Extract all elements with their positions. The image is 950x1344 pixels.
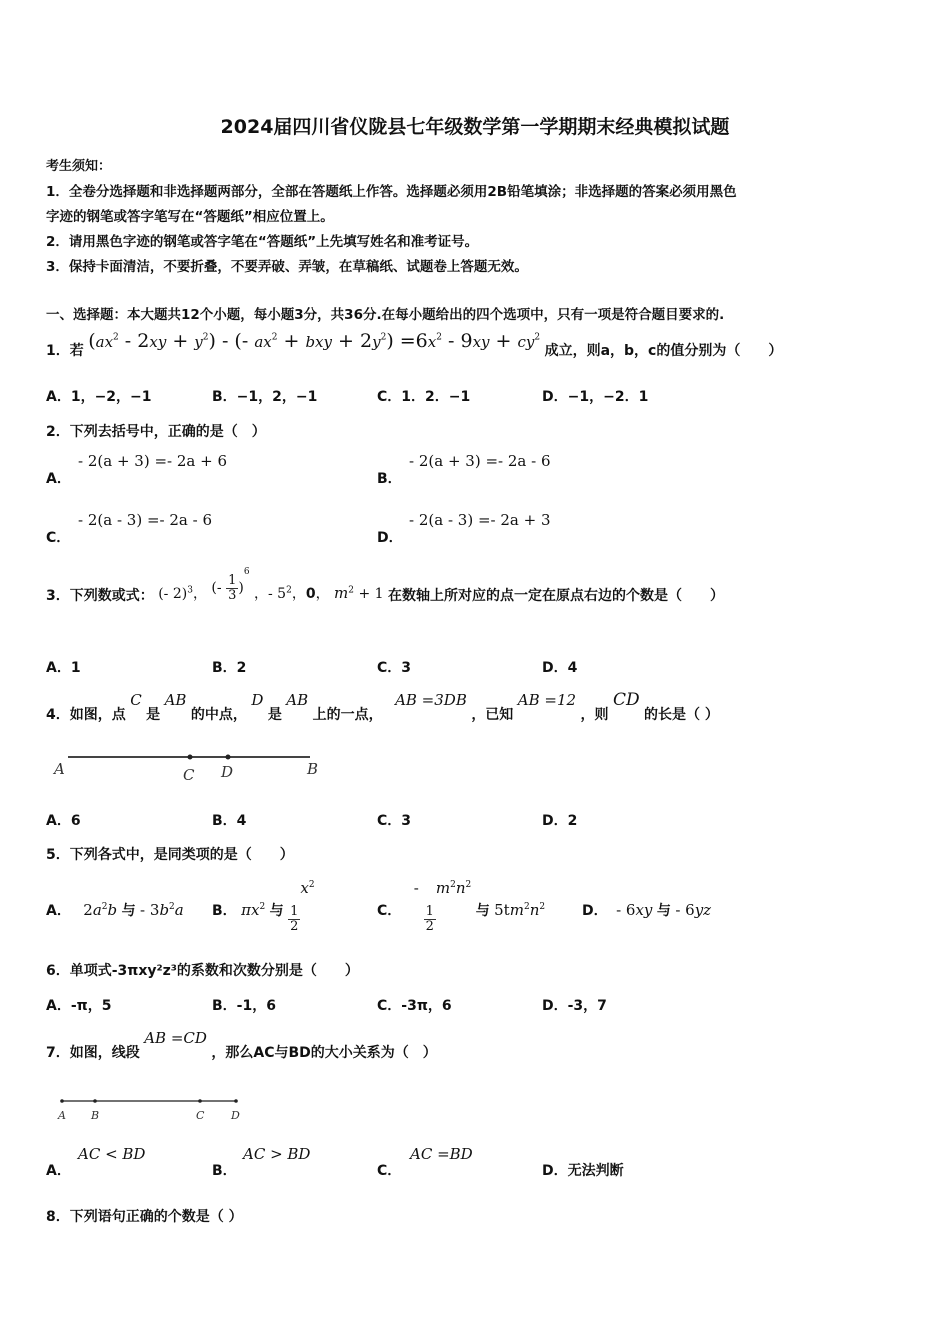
q2-option-a-label[interactable]: A． — [46, 471, 71, 487]
q8-stem: 8．下列语句正确的个数是（ ） — [46, 1209, 243, 1225]
q5-option-c[interactable] — [377, 878, 545, 934]
q7-option-a-label[interactable]: A． — [46, 1163, 71, 1179]
q4-label-b: B — [307, 760, 319, 778]
question-7 — [46, 1028, 437, 1061]
q4-option-d[interactable]: D．2 — [542, 813, 578, 829]
q5-option-a-yu: 与 — [121, 903, 136, 919]
q4-text-5: 上的一点， — [312, 707, 383, 723]
question-4 — [46, 690, 719, 723]
q5-option-d[interactable] — [582, 900, 711, 920]
q7-option-b-label[interactable]: B． — [212, 1163, 237, 1179]
q4-label-a: A — [54, 760, 65, 778]
q4-text-3: 的中点， — [190, 707, 247, 723]
q5-option-b-expr-1: $\pi x^2$ — [241, 901, 266, 919]
q7-text-1: 7．如图，线段 — [46, 1045, 140, 1061]
q7-point-a — [60, 1099, 64, 1103]
q5-option-a-expr-1: $2a^2b$ — [83, 901, 118, 919]
q4-option-c[interactable]: C．3 — [377, 813, 412, 829]
q7-label-b: B — [91, 1109, 100, 1122]
q5-option-a[interactable] — [46, 900, 184, 920]
q5-option-a-label: A． — [46, 903, 71, 919]
q5-option-b-label: B． — [212, 903, 237, 919]
q2-option-a-expr[interactable]: - 2(a + 3) =- 2a + 6 — [78, 452, 227, 470]
q7-option-c-label[interactable]: C． — [377, 1163, 402, 1179]
notice-item-1: 1．全卷分选择题和非选择题两部分，全部在答题纸上作答。选择题必须用2B铅笔填涂；非选择题的答案必须用黑色 — [46, 184, 737, 200]
q2-option-d-label[interactable]: D． — [377, 530, 403, 546]
q7-figure — [50, 1092, 250, 1126]
q4-math-cd: CD — [612, 690, 640, 710]
q3-expr-4: $m^2 + 1$ — [334, 584, 384, 602]
notice-item-1-cont: 字迹的钢笔或答字笔写在“答题纸”相应位置上。 — [46, 209, 334, 225]
q4-text-4: 是 — [267, 707, 282, 723]
q3-expr-3: ，- $5^2$，0， — [254, 585, 330, 602]
q4-point-d — [226, 755, 231, 760]
q1-prefix: 1．若 — [46, 343, 84, 359]
q6-option-d[interactable]: D．-3，7 — [542, 998, 607, 1014]
q5-option-d-label: D． — [582, 903, 608, 919]
notice-item-2: 2．请用黑色字迹的钢笔或答字笔在“答题纸”上先填写姓名和准考证号。 — [46, 234, 479, 250]
q4-math-eq-1: AB =3DB — [395, 691, 467, 709]
q4-figure — [50, 748, 340, 788]
q2-option-b-expr[interactable]: - 2(a + 3) =- 2a - 6 — [409, 452, 551, 470]
q5-stem: 5．下列各式中，是同类项的是（ ） — [46, 847, 294, 863]
q7-label-a: A — [58, 1109, 66, 1122]
q2-option-d-expr[interactable]: - 2(a - 3) =- 2a + 3 — [409, 511, 551, 529]
q2-option-b-label[interactable]: B． — [377, 471, 402, 487]
q7-option-c-expr[interactable]: AC =BD — [410, 1145, 473, 1163]
q3-option-d[interactable]: D．4 — [542, 660, 578, 676]
q4-text-7: ，则 — [580, 707, 609, 723]
q5-option-c-label: C． — [377, 903, 402, 919]
q3-expr-1: (- 2)$^3$， — [158, 585, 207, 602]
q3-suffix: 在数轴上所对应的点一定在原点右边的个数是（ ） — [388, 588, 724, 604]
section-heading: 一、选择题：本大题共12个小题，每小题3分，共36分.在每小题给出的四个选项中，只有一项是符合题目要求的. — [46, 307, 725, 323]
page-title: 2024届四川省仪陇县七年级数学第一学期期末经典模拟试题 — [220, 116, 730, 138]
q1-option-a[interactable]: A．1，−2，−1 — [46, 389, 152, 405]
q6-option-b[interactable]: B．-1，6 — [212, 998, 276, 1014]
q3-option-a[interactable]: A．1 — [46, 660, 81, 676]
q4-math-ab-2: AB — [286, 691, 309, 709]
q5-option-a-expr-2: - $3b^2a$ — [140, 901, 184, 919]
q4-point-c — [188, 755, 193, 760]
q1-option-c[interactable]: C．1．2．−1 — [377, 389, 471, 405]
q5-option-c-expr-2: $5tm^2n^2$ — [494, 901, 546, 919]
q7-point-c — [198, 1099, 202, 1103]
q4-label-c: C — [183, 766, 195, 784]
notice-heading: 考生须知： — [46, 159, 112, 174]
q3-option-c[interactable]: C．3 — [377, 660, 412, 676]
q1-equation: $(ax^2 - 2xy + y^2)$ - (- $ax^2$ + bxy + $2y^2) =6x^2 - 9xy + cy^2$ — [88, 330, 541, 352]
q4-math-eq-2: AB =12 — [517, 691, 577, 709]
q5-option-d-yu: 与 — [656, 903, 671, 919]
q3-option-b[interactable]: B．2 — [212, 660, 247, 676]
q4-math-c: C — [130, 691, 142, 709]
q7-math-eq: AB =CD — [144, 1029, 207, 1047]
q4-text-1: 4．如图，点 — [46, 707, 126, 723]
q4-option-b[interactable]: B．4 — [212, 813, 247, 829]
q4-label-d: D — [221, 763, 234, 781]
q5-option-d-expr-2: - 6yz — [675, 901, 712, 919]
q7-point-b — [93, 1099, 97, 1103]
q7-option-b-expr[interactable]: AC > BD — [243, 1145, 311, 1163]
q7-label-c: C — [196, 1109, 205, 1122]
q7-text-2: ，那么AC与BD的大小关系为（ ） — [211, 1045, 437, 1061]
q2-option-c-label[interactable]: C． — [46, 530, 71, 546]
q4-math-ab: AB — [164, 691, 187, 709]
q4-math-d: D — [251, 691, 264, 709]
q2-stem: 2．下列去括号中，正确的是（ ） — [46, 424, 266, 440]
q5-option-b-yu: 与 — [269, 903, 284, 919]
q6-option-a[interactable]: A．-π，5 — [46, 998, 112, 1014]
q4-text-8: 的长是（ ） — [644, 707, 719, 723]
q1-option-d[interactable]: D．−1，−2．1 — [542, 389, 649, 405]
q7-option-d[interactable]: D．无法判断 — [542, 1163, 624, 1179]
q4-text-6: ，已知 — [471, 707, 514, 723]
q6-stem: 6．单项式-3πxy²z³的系数和次数分别是（ ） — [46, 963, 359, 979]
notice-item-3: 3．保持卡面清洁，不要折叠，不要弄破、弄皱，在草稿纸、试题卷上答题无效。 — [46, 259, 528, 275]
question-3 — [46, 567, 724, 604]
q4-option-a[interactable]: A．6 — [46, 813, 81, 829]
q3-prefix: 3．下列数或式： — [46, 588, 154, 604]
question-1 — [46, 330, 783, 359]
q5-option-b-expr-2: $\frac{1}{2}$ $x^2$ — [290, 879, 315, 934]
q4-text-2: 是 — [146, 707, 161, 723]
q1-option-b[interactable]: B．−1，2，−1 — [212, 389, 318, 405]
q7-label-d: D — [231, 1109, 240, 1122]
q5-option-c-yu: 与 — [475, 903, 490, 919]
q5-option-d-expr-1: - 6xy — [616, 901, 653, 919]
q1-suffix: 成立，则a，b，c的值分别为（ ） — [544, 343, 783, 359]
q5-option-b[interactable] — [212, 878, 315, 934]
q2-option-c-expr[interactable]: - 2(a - 3) =- 2a - 6 — [78, 511, 212, 529]
q6-option-c[interactable]: C．-3π，6 — [377, 998, 452, 1014]
q3-expr-2: (- $\frac{1}{3}$ )$^6$ — [211, 567, 250, 603]
q7-option-a-expr[interactable]: AC < BD — [78, 1145, 146, 1163]
q5-option-c-expr-1: - $\frac{1}{2}$ $m^2n^2$ — [413, 879, 472, 934]
q7-point-d — [234, 1099, 238, 1103]
